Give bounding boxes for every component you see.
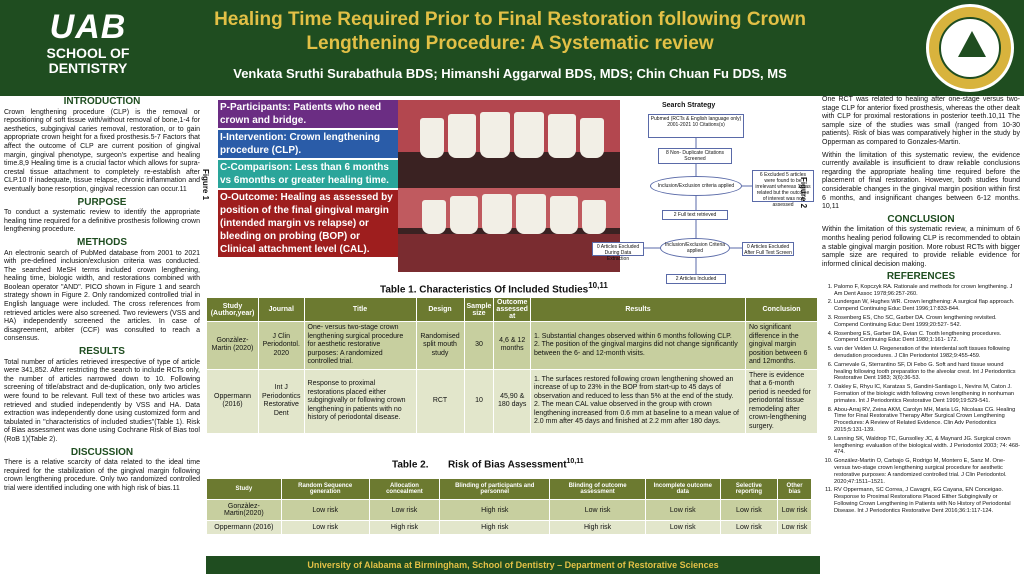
footer-banner: University of Alabama at Birmingham, School of Dentistry – Department of Restorative Sciences [206, 556, 820, 574]
conclusion-heading: CONCLUSION [887, 213, 955, 225]
table-cell: Low risk [550, 500, 645, 521]
purpose-heading: PURPOSE [77, 196, 127, 208]
table2-header-row [207, 479, 812, 500]
pico-participants: P-Participants: Patients who need crown and bridge. [218, 100, 398, 128]
school-line1: SCHOOL OF [46, 45, 130, 61]
table-row [207, 369, 818, 434]
table-cell: High risk [440, 521, 550, 535]
discussion-text: There is a relative scarcity of data related to the ideal time required for the stabilization of the gingival margin following crown lengthening procedure. Only two randomized controlled trial were identified including one with high risk of bias.11 [4, 459, 200, 492]
table-cell: 10 [464, 369, 494, 434]
table-cell: Low risk [645, 500, 720, 521]
table-cell: Low risk [281, 500, 369, 521]
table-cell: Low risk [720, 521, 777, 535]
tooth [420, 118, 444, 158]
figure2-label: Figure 2 [799, 176, 809, 209]
table2-title-sup: 10,11 [566, 458, 584, 465]
left-column [4, 96, 200, 498]
table2-title: Risk of Bias Assessment [447, 459, 567, 471]
table-cell: Low risk [778, 521, 812, 535]
table-cell: RCT [416, 369, 464, 434]
table1-title: Characteristics Of Included Studies [419, 284, 589, 296]
table-cell: No significant difference in the gingival margin position between 6 and 12months. [746, 322, 818, 370]
table-cell: Int J Periodontics Restorative Dent [259, 369, 305, 434]
table-row [207, 322, 818, 370]
table1-header: Study (Author,year) [207, 298, 259, 322]
introduction-heading: INTRODUCTION [63, 96, 141, 107]
table-cell: One- versus two-stage crown lengthening surgical procedure for aesthetic restorative purposes: A randomized controlled trial. [304, 322, 416, 370]
school-seal-icon [926, 4, 1014, 92]
table-cell: Response to proximal restorations placed either subgingivally or following crown lengthening in patients with no history of periodontal disease. [304, 369, 416, 434]
risk-of-bias-table [206, 478, 812, 535]
table-cell: 4,6 & 12 months [494, 322, 531, 370]
flow-box-criteria2: Inclusion/Exclusion Criteria applied [660, 238, 730, 258]
table1-header: Outcome assessed at [494, 298, 531, 322]
conclusion-text: Within the limitation of this systematic review, a minimum of 6 months healing period following CLP is recommended to obtain a stable gingival margin position. More robust RCTs with bigger sample size are required to provide reliable evidence for informed clinical decision making. [822, 226, 1020, 268]
pico-intervention: I-Intervention: Crown lengthening procedure (CLP). [218, 130, 398, 158]
table-row [207, 500, 812, 521]
table-cell: Low risk [778, 500, 812, 521]
table2-header: Selective reporting [720, 479, 777, 500]
flow-box-excluded-extraction: 0 Articles Excluded During Data Extraction [592, 242, 644, 256]
flow-box-screened: 8 Non- Duplicate Citations Screened [658, 148, 732, 164]
table2-header: Random Sequence generation [281, 479, 369, 500]
table1-title-sup: 10,11 [588, 281, 608, 290]
table1-header: Design [416, 298, 464, 322]
table-cell: Oppermann (2016) [207, 521, 282, 535]
tooth [448, 114, 476, 158]
table2-header: Study [207, 479, 282, 500]
tooth [548, 114, 576, 158]
header-banner [0, 0, 1024, 96]
discussion-continued-2: Within the limitation of this systematic review, the evidence currently available is insufficient to draw reliable conclusions regarding the appropriate healing time required before the placement of final restoration. However, both studies found considerable changes in the gingival margin position within first 6 months, and insignificant changes between 6-12 months. 10,11 [822, 151, 1020, 211]
introduction-text: Crown lengthening procedure (CLP) is the removal or repositioning of soft tissue with/without removal of bone,1-4 for aesthetics, subgingival caries removal, restoration, or to gain appropriate crown height for a fixed prosthesis.5-7 Factors that affect the outcome of CLP are current position of gingival margin, gingival phenotype, surgeon's expertise and healing time.8,9 Healing time is a crucial factor which allows for supra-crestal tissue attachment to completely re-establish after CLP.10 If inadequate, tissue relapse, chronic inflammation and eventually bone resorption, gingival recession can occur.11 [4, 108, 200, 193]
table-cell: Low risk [281, 521, 369, 535]
pico-panel [218, 100, 398, 259]
table2-header: Other bias [778, 479, 812, 500]
table1-header: Journal [259, 298, 305, 322]
discussion-continued-1: One RCT was related to healing after one-stage versus two-stage CLP for anterior fixed prosthesis, whereas the other dealt with CLP for proximal restorations in posterior teeth.10,11 The sample size of the studies was small (ranged from 10-30 patients). Risk of bias was comparatively higher in the study by Opperman as compared to Gonzales-Martin. [822, 96, 1020, 146]
pico-comparison: C-Comparison: Less than 6 months vs 6months or greater healing time. [218, 160, 398, 188]
right-column [822, 96, 1020, 517]
pico-outcome: O-Outcome: Healing as assessed by position of the final gingival margin (intended margin vs relapse) or bleeding on probing (BOP) or Clinical attachment level (CAL). [218, 190, 398, 257]
table-cell: Low risk [645, 521, 720, 535]
tooth [482, 194, 512, 234]
reference-item: 9. Lanning SK, Waldrop TC, Gunsolley JC, & Maynard JG. Surgical crown lengthening: evaluation of the biological width. J Periodontol 2003; 74: 468-474. [834, 436, 1020, 456]
table2-header: Allocation concealment [369, 479, 440, 500]
reference-item: 10. González-Martin O, Carbajo G, Rodrigo M, Montero E, Sanz M. One- versus two-stage crown lengthening surgical procedure for aesthetic restorative purposes: A randomized controlled trial. J Clin Periodontol. 2020;47:1511–1521. [834, 458, 1020, 485]
results-heading: RESULTS [79, 346, 125, 358]
table-cell: High risk [440, 500, 550, 521]
table1-header: Title [304, 298, 416, 322]
table-cell: Low risk [369, 500, 440, 521]
reference-item: 5. van der Velden U. Regeneration of the interdental soft tissues following denudation procedures. J Clin Periodontol 1982;9:455-459. [834, 346, 1020, 360]
clinical-photos [398, 100, 620, 272]
tooth [516, 194, 546, 234]
flow-box-pubmed: Pubmed (RCTs & English language only) 2001-2021 10 Citations(s) [648, 114, 744, 138]
discussion-heading: DISCUSSION [70, 446, 134, 458]
table1-caption-number: Table 1. [380, 284, 417, 296]
poster-title: Healing Time Required Prior to Final Restoration following Crown Lengthening Procedure: A Systematic review [214, 9, 806, 54]
tooth [480, 112, 510, 158]
table-cell: Oppermann (2016) [207, 369, 259, 434]
seal-inner [939, 17, 1001, 79]
tooth [514, 112, 544, 158]
characteristics-table [206, 297, 818, 434]
tooth [450, 196, 478, 234]
references-list [834, 284, 1020, 515]
figure1-label: Figure 1 [201, 168, 211, 201]
table1-header: Results [530, 298, 745, 322]
flow-box-excluded-fulltext: 0 Articles Excluded After Full Text Screen [742, 242, 794, 256]
seal-emblem [958, 31, 986, 57]
tooth [550, 196, 578, 234]
table-row [207, 521, 812, 535]
table1-header: Conclusion [746, 298, 818, 322]
table-cell: Gonzàlez-Martin(2020) [207, 500, 282, 521]
table2-caption [392, 458, 584, 470]
table2-caption-number: Table 2. [392, 459, 429, 471]
table-cell: High risk [550, 521, 645, 535]
school-line2: DENTISTRY [48, 60, 128, 76]
methods-text: An electronic search of PubMed database from 2001 to 2021 with pre-defined inclusion/exclusion criteria was conducted. The searched MeSH terms included crown lengthening, healing time, biologic width, and restorations combined with Boolean operator "AND". PICO shown in Figure 1 and search strategy shown in Figure 2. Only randomized controlled trial in English language were included. The cross references from retrieved articles were also screened. Two reviewers (VSS and HA) independently screened the articles. In case of disagreement, arbiter (CCF) was consulted to reach a consensus. [4, 249, 200, 343]
results-text: Total number of articles retrieved irrespective of type of article were 341,852. After restricting the search to include RCTs only, the number of articles narrowed down to 10. Following screening of title/abstract and de-duplication, only two articles were found to be relevant. Full text of these two articles was retrieved and studied independently by VSS and HA. Data extraction was independently done using customized form and tabulated in "characteristics of included studies"(Table 1). Risk of Bias assessment was done using Cochrane Risk of Bias tool (RoB 1)(Table 2). [4, 358, 200, 443]
table-cell: 1. Substantial changes observed within 6 months following CLP. 2. The position of the gingival margins did not change significantly between the 6- and 12-month visits. [530, 322, 745, 370]
table2-header: Incomplete outcome data [645, 479, 720, 500]
poster-authors: Venkata Sruthi Surabathula BDS; Himanshi Aggarwal BDS, MDS; Chin Chuan Fu DDS, MS [233, 66, 787, 81]
flow-arrows [592, 98, 816, 288]
flow-title: Search Strategy [662, 102, 716, 109]
uab-logo [8, 8, 168, 88]
reference-item: 4. Rosenberg ES, Garber DA, Evian C. Tooth lengthening procedures. Compend Continuing Educ Dent 1980;1:161- 172. [834, 331, 1020, 345]
table-cell: High risk [369, 521, 440, 535]
flow-box-fulltext: 2 Full text retrieved [662, 210, 728, 220]
table-cell: Randomised split mouth study [416, 322, 464, 370]
gum-bottom [398, 234, 620, 272]
flow-box-excluded: 6 Excluded 5 articles were found to be irrelevant whereas 1 was related but the outcome of interest was not assessed [752, 170, 814, 202]
table-cell: 30 [464, 322, 494, 370]
table-cell: Gonzàlez-Martin (2020) [207, 322, 259, 370]
reference-item: 6. Carnevale G, Sterrantino SF, Di Febo G. Soft and hard tissue wound healing following tooth preparation to the alveolar crest. Int J Periodontics Restorative Dent 1983; 3(6):36-53. [834, 362, 1020, 382]
reference-item: 8. Abou-Arraj RV, Zeina AKM, Carolyn MH, Maria LG, Nicolaas CG. Healing Time for Final Restorative Therapy After Surgical Crown Lengthening Procedures: A Review of Related Evidence. Clin Adv Periodontics 2015;5:131-139. [834, 407, 1020, 434]
flow-box-criteria: Inclusion/Exclusion criteria applied [650, 176, 742, 196]
methods-heading: METHODS [77, 236, 127, 248]
tooth [422, 200, 446, 234]
reference-item: 1. Palomo F, Kopczyk RA. Rationale and methods for crown lengthening. J Am Dent Assoc 1978;96:257-260. [834, 284, 1020, 298]
table2-header: Blinding of participants and personnel [440, 479, 550, 500]
table-cell: 45,90 & 180 days [494, 369, 531, 434]
table1-header-row [207, 298, 818, 322]
table-cell: J Clin Periodontol. 2020 [259, 322, 305, 370]
table2-header: Blinding of outcome assessment [550, 479, 645, 500]
purpose-text: To conduct a systematic review to identify the appropriate healing time required for a definitive prosthesis following crown lengthening procedure. [4, 209, 200, 234]
reference-item: 2. Lundergan W, Hughes WR. Crown lengthening: A surgical flap approach. Compend Continuing Educ Dent 1996;17:833-844. [834, 299, 1020, 313]
table-cell: Low risk [720, 500, 777, 521]
reference-item: 11. RV Oppermann, SC Correa, J Cavagni, EG Cayana, EN Conceigao. Response to Proximal Restorations Placed Either Subgingivally or Following Crown Lengthening in Patients with No History of Periodontal Disease. Int J Periodontics Restorative Dent 2016;36:1:117-124. [834, 487, 1020, 514]
table1-header: Sample size [464, 298, 494, 322]
flow-box-included: 2 Articles Included [666, 274, 726, 284]
table-cell: There is evidence that a 6-month period is needed for periodontal tissue remodeling after crown-lengthening surgery. [746, 369, 818, 434]
table-cell: 1. The surfaces restored following crown lengthening showed an increase of up to 23% in the BOP from start-up to 45 days of observation and reduced to less than 5% at the end of the study. 2. The mean CAL value observed in the group with crown lengthening increased from 0.6 mm at baseline to a mean value of 2.0 mm after 45 days and finished at 2.2 mm after 180 days. [530, 369, 745, 434]
reference-item: 3. Rosenberg ES, Cho SC, Garber DA. Crown lengthening revisited. Compend Continuing Educ Dent 1999;20:527- 542. [834, 315, 1020, 329]
table1-caption [380, 280, 608, 295]
search-strategy-flowchart [592, 98, 816, 288]
logo-text: UAB [49, 8, 127, 46]
references-heading: REFERENCES [886, 271, 956, 283]
reference-item: 7. Oakley E, Rhyu IC, Karatzas S, Gandini-Santiago L, Nevins M, Caton J. Formation of the biologic width following crown lengthening in nonhuman primates. Int J Periodontics Restorative Dent 1999;19:529-541. [834, 384, 1020, 404]
